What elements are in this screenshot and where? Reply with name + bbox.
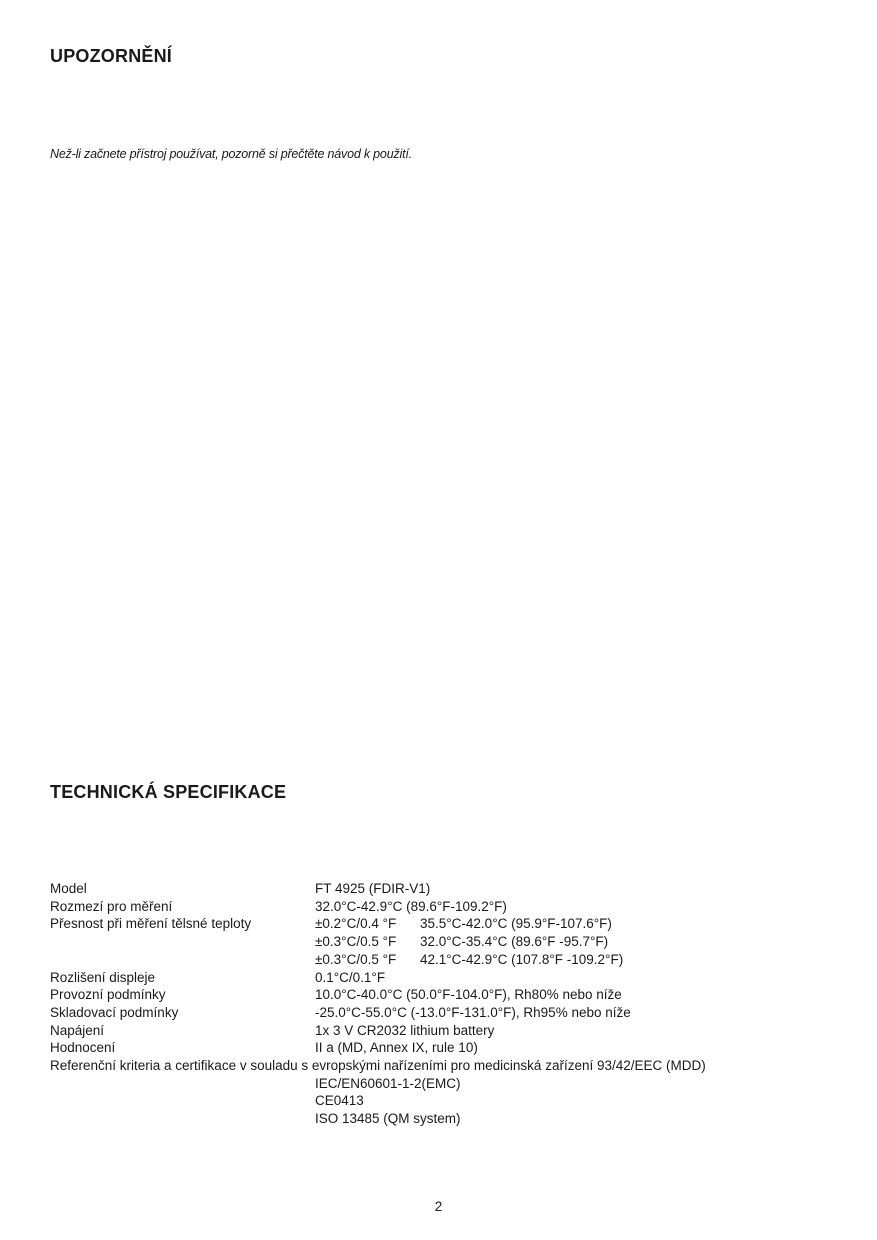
accuracy-tolerance: ±0.3°C/0.5 °F bbox=[315, 934, 397, 950]
page-number: 2 bbox=[434, 1199, 443, 1214]
spec-label: Napájení bbox=[50, 1022, 105, 1038]
spec-value bbox=[315, 915, 612, 933]
spec-label: Přesnost při měření tělsné teploty bbox=[50, 916, 252, 932]
spec-row-reference bbox=[50, 1057, 810, 1075]
spec-value: 32.0°C-42.9°C (89.6°F-109.2°F) bbox=[315, 898, 507, 914]
warning-heading: UPOZORNĚNÍ bbox=[50, 46, 173, 66]
spec-value bbox=[315, 933, 608, 951]
spec-value: 1x 3 V CR2032 lithium battery bbox=[315, 1022, 495, 1038]
spec-table bbox=[50, 880, 810, 1128]
spec-row-reference-cont bbox=[50, 1075, 810, 1093]
spec-row-rating bbox=[50, 1039, 810, 1057]
warning-text: Než-li začnete přístroj používat, pozorně si přečtěte návod k použití. bbox=[50, 147, 412, 161]
spec-value: CE0413 bbox=[315, 1093, 364, 1109]
spec-value: -25.0°C-55.0°C (-13.0°F-131.0°F), Rh95% nebo níže bbox=[315, 1004, 631, 1020]
spec-label: Rozmezí pro měření bbox=[50, 898, 173, 914]
spec-label: Model bbox=[50, 881, 87, 896]
spec-label: Rozlišení displeje bbox=[50, 969, 156, 985]
spec-value: ISO 13485 (QM system) bbox=[315, 1111, 461, 1127]
spec-label: Referenční kriteria a certifikace v souladu s evropskými nařízeními pro medicinská zařízení 93/42/EEC (MDD) bbox=[50, 1058, 706, 1074]
spec-row-reference-cont bbox=[50, 1092, 810, 1110]
spec-row-resolution bbox=[50, 969, 810, 987]
spec-row-range bbox=[50, 898, 810, 916]
accuracy-range: 42.1°C-42.9°C (107.8°F -109.2°F) bbox=[420, 951, 624, 967]
spec-row-power bbox=[50, 1022, 810, 1040]
spec-row-operating bbox=[50, 986, 810, 1004]
accuracy-tolerance: ±0.2°C/0.4 °F bbox=[315, 916, 397, 932]
spec-value: II a (MD, Annex IX, rule 10) bbox=[315, 1040, 478, 1056]
spec-label: Hodnocení bbox=[50, 1040, 116, 1056]
accuracy-range: 32.0°C-35.4°C (89.6°F -95.7°F) bbox=[420, 934, 609, 950]
spec-label: Provozní podmínky bbox=[50, 987, 166, 1003]
spec-value: FT 4925 (FDIR-V1) bbox=[315, 881, 431, 896]
spec-row-reference-cont bbox=[50, 1110, 810, 1128]
spec-value: IEC/EN60601-1-2(EMC) bbox=[315, 1075, 461, 1091]
spec-label: Skladovací podmínky bbox=[50, 1004, 179, 1020]
spec-row-accuracy bbox=[50, 915, 810, 933]
accuracy-range: 35.5°C-42.0°C (95.9°F-107.6°F) bbox=[420, 916, 612, 932]
spec-row-storage bbox=[50, 1004, 810, 1022]
accuracy-tolerance: ±0.3°C/0.5 °F bbox=[315, 951, 397, 967]
spec-row-accuracy-cont bbox=[50, 933, 810, 951]
spec-value bbox=[315, 951, 623, 969]
spec-row-accuracy-cont bbox=[50, 951, 810, 969]
spec-row-model bbox=[50, 880, 810, 898]
spec-heading: TECHNICKÁ SPECIFIKACE bbox=[50, 782, 287, 802]
spec-value: 0.1°C/0.1°F bbox=[315, 969, 386, 985]
spec-value: 10.0°C-40.0°C (50.0°F-104.0°F), Rh80% nebo níže bbox=[315, 987, 622, 1003]
